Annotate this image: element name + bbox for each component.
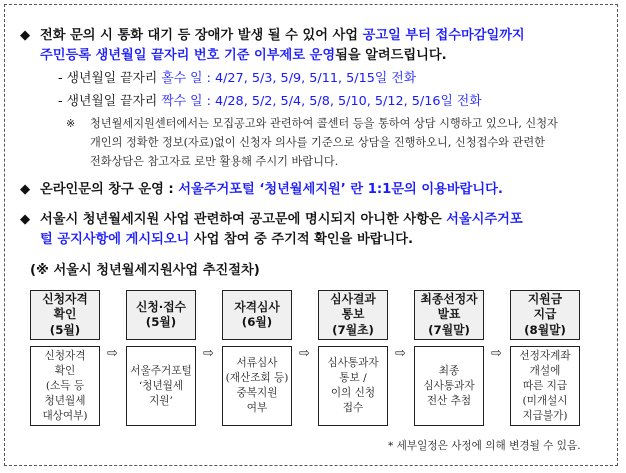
step-3-desc-line: 여부 bbox=[246, 402, 268, 414]
step-2-desc-line: 서울주거포털 bbox=[130, 364, 192, 377]
consult-note-line1: 청년월세지원센터에서는 모집공고와 관련하여 콜센터 등을 통하여 상담 시행하고 있으나, 신청자 bbox=[90, 117, 558, 130]
step-6-desc-line: 선정자계좌 bbox=[519, 349, 571, 362]
odd-day-line bbox=[58, 70, 416, 88]
arrow-right-icon: ⇨ bbox=[395, 346, 406, 361]
step-5-header bbox=[414, 290, 484, 340]
even-day-schedule: 짝수 일 : 4/28, 5/2, 5/4, 5/8, 5/10, 5/12, 5/16일 전화 bbox=[161, 94, 482, 109]
step-6-body bbox=[510, 346, 580, 426]
item1-line1-text: 전화 문의 시 통화 대기 등 장애가 발생 될 수 있어 사업 bbox=[40, 28, 363, 43]
odd-day-schedule: 홀수 일 : 4/27, 5/3, 5/9, 5/11, 5/15일 전화 bbox=[161, 71, 417, 86]
step-4-body bbox=[318, 346, 388, 426]
step-3-period: (6월) bbox=[241, 315, 273, 329]
item1-line2-highlight: 주민등록 생년월일 끝자리 번호 기준 이부제로 운영 bbox=[40, 48, 336, 63]
step-5-subtitle: 발표 bbox=[437, 307, 461, 322]
step-3-title: 자격심사 bbox=[234, 299, 280, 314]
step-6-subtitle: 지급 bbox=[533, 307, 557, 322]
item3-line1 bbox=[40, 211, 523, 229]
item2-line bbox=[40, 181, 503, 199]
arrow-right-icon: ⇨ bbox=[491, 346, 502, 361]
step-2-title: 신청·접수 bbox=[135, 299, 187, 314]
step-6-desc-line: (미개설시 bbox=[522, 394, 568, 407]
step-5-desc-line: 심사통과자 bbox=[423, 379, 475, 392]
step-1-desc-line: 청년월세 bbox=[44, 394, 86, 407]
step-1-title: 신청자격 bbox=[42, 291, 88, 306]
bullet-diamond-icon: ◆ bbox=[20, 182, 31, 197]
step-6-desc-line: 개설에 bbox=[529, 364, 561, 377]
step-4-desc-line: 접수 bbox=[342, 402, 364, 414]
step-1-body bbox=[30, 346, 100, 426]
item2-highlight: 서울주거포털 ‘청년월세지원’ 란 1:1문의 이용바랍니다. bbox=[178, 182, 503, 197]
bullet-diamond-icon: ◆ bbox=[20, 28, 31, 43]
step-2-desc-line: ‘청년월세 bbox=[138, 379, 184, 392]
item1-line2 bbox=[40, 47, 447, 65]
arrow-right-icon: ⇨ bbox=[107, 346, 118, 361]
step-1-desc-line: 확인 bbox=[54, 364, 76, 377]
step-6-desc-line: 따른 지급 bbox=[522, 379, 568, 392]
step-5-period: (7월말) bbox=[428, 322, 470, 337]
arrow-right-icon: ⇨ bbox=[299, 346, 310, 361]
step-6-desc-line: 지급불가) bbox=[522, 409, 568, 422]
step-4-header bbox=[318, 290, 388, 340]
schedule-footnote: * 세부일정은 사정에 의해 변경될 수 있음. bbox=[388, 440, 581, 452]
step-1-header bbox=[30, 290, 100, 340]
step-4-desc-line: 심사통과자 bbox=[327, 357, 379, 369]
consult-note-line3: 전화상담은 참고자료 로만 활용해 주시기 바랍니다. bbox=[90, 155, 339, 168]
item1-line1 bbox=[40, 27, 525, 45]
step-6-period: (8월말) bbox=[524, 322, 566, 337]
step-1-desc-line: 대상여부) bbox=[42, 409, 88, 422]
step-1-period: (5월) bbox=[49, 322, 81, 337]
step-4-title: 심사결과 bbox=[330, 291, 376, 306]
step-3-header bbox=[222, 290, 292, 340]
item1-line1-highlight: 공고일 부터 접수마감일까지 bbox=[362, 28, 525, 43]
step-1-desc-line: (소득 등 bbox=[45, 379, 85, 392]
consult-note-line2: 개인의 정확한 정보(자료)없이 신청자 의사를 기준으로 상담을 진행하오니, 신청접수와 관련한 bbox=[90, 136, 545, 149]
even-day-line bbox=[58, 93, 482, 111]
step-4-desc-line: 이의 신청 bbox=[330, 387, 376, 399]
step-2-desc-line: 지원’ bbox=[149, 394, 173, 407]
item3-line1-text: 서울시 청년월세지원 사업 관련하여 공고문에 명시되지 아니한 사항은 bbox=[40, 212, 447, 227]
even-day-prefix: - 생년월일 끝자리 bbox=[58, 94, 162, 109]
step-4-subtitle: 통보 bbox=[341, 307, 365, 322]
step-3-desc-line: 중복지원 bbox=[236, 387, 278, 399]
step-2-body bbox=[126, 346, 196, 426]
step-2-header bbox=[126, 290, 196, 340]
item3-line2-text: 사업 참여 중 주기적 확인을 바랍니다. bbox=[189, 232, 413, 247]
process-title: (※ 서울시 청년월세지원사업 추진절차) bbox=[30, 263, 260, 278]
step-1-desc-line: 신청자격 bbox=[44, 349, 86, 362]
step-4-period: (7월초) bbox=[332, 322, 374, 337]
step-3-body bbox=[222, 346, 292, 426]
arrow-right-icon: ⇨ bbox=[203, 346, 214, 361]
item1-line2-text: 됨을 알려드립니다. bbox=[335, 48, 447, 63]
step-2-period: (5월) bbox=[145, 315, 177, 329]
step-1-subtitle: 확인 bbox=[53, 307, 77, 322]
item2-text: 온라인문의 창구 운영 : bbox=[40, 182, 179, 197]
step-3-desc-line: 서류심사 bbox=[236, 357, 278, 369]
odd-day-prefix: - 생년월일 끝자리 bbox=[58, 71, 162, 86]
step-5-desc-line: 전산 추첨 bbox=[426, 394, 472, 407]
step-5-desc-line: 최종 bbox=[438, 364, 460, 377]
step-5-body bbox=[414, 346, 484, 426]
item3-line2 bbox=[40, 231, 413, 249]
step-6-header bbox=[510, 290, 580, 340]
step-6-title: 지원금 bbox=[527, 291, 563, 306]
step-5-title: 최종선정자 bbox=[420, 291, 478, 306]
step-3-desc-line: (재산조회 등) bbox=[225, 372, 289, 384]
item3-line2-highlight: 털 공지사항에 게시되오니 bbox=[40, 232, 190, 247]
bullet-diamond-icon: ◆ bbox=[20, 212, 31, 227]
item3-line1-highlight: 서울시주거포 bbox=[446, 212, 523, 227]
note-mark-icon: ※ bbox=[66, 117, 76, 130]
step-4-desc-line: 통보 / bbox=[339, 372, 367, 384]
